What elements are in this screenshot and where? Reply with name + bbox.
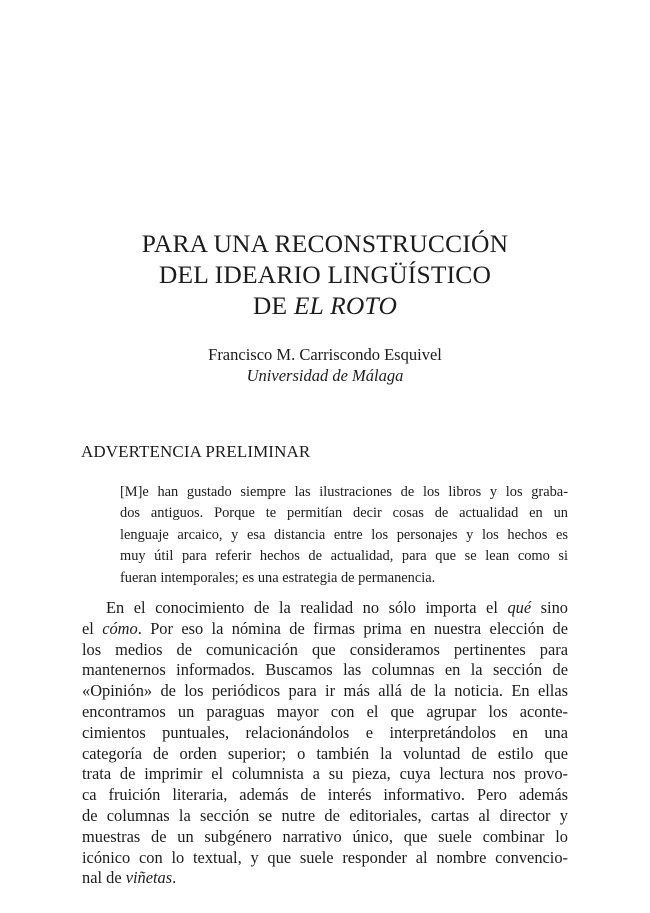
body-paragraph [82, 598, 568, 889]
body-text: sino [531, 598, 568, 617]
article-title [60, 228, 590, 321]
body-text: En el conocimiento de la realidad no sólo importa el [106, 598, 508, 617]
body-line: «Opinión» de los periódicos para ir más allá de la noticia. En ellas [82, 681, 568, 701]
body-line: muestras de un subgénero narrativo único, que suele combinar lo [82, 826, 568, 846]
body-line: encontramos un paraguas mayor con el que agrupar los aconte- [82, 701, 568, 721]
body-line [82, 598, 568, 619]
body-line: los medios de comunicación que consideramos pertinentes para [82, 639, 568, 659]
body-line [82, 619, 568, 640]
title-line-3-prefix: DE [252, 291, 294, 320]
body-text: el [82, 618, 103, 638]
body-line: categoría de orden superior; o también la voluntad de estilo que [82, 743, 568, 763]
author-name: Francisco M. Carriscondo Esquivel [208, 345, 442, 364]
body-line: icónico con lo textual, y que suele responder al nombre convencio- [82, 847, 568, 867]
quote-line: fueran intemporales; es una estrategia de permanencia. [120, 569, 436, 586]
title-line-3 [60, 290, 590, 321]
author-block [60, 344, 590, 386]
body-emphasis: qué [507, 598, 532, 617]
quote-line: dos antiguos. Porque te permitían decir cosas de actualidad en un [120, 505, 568, 522]
author-affiliation: Universidad de Málaga [246, 366, 404, 385]
title-line-3-italic: EL ROTO [293, 291, 398, 320]
body-line: trata de imprimir el columnista a su pieza, cuya lectura nos provo- [82, 764, 568, 784]
body-line: mantenernos informados. Buscamos las columnas en la sección de [82, 660, 568, 680]
title-line-2: DEL IDEARIO LINGÜÍSTICO [158, 260, 492, 289]
body-line [82, 868, 568, 889]
body-emphasis: cómo [102, 618, 138, 638]
title-line-1: PARA UNA RECONSTRUCCIÓN [141, 229, 509, 258]
body-text: . Por eso la nómina de firmas prima en nuestra elección de [137, 618, 568, 638]
body-line: cimientos puntuales, relacionándolos e interpretándolos en una [82, 722, 568, 742]
body-line: ca fruición literaria, además de interés informativo. Pero además [82, 785, 568, 805]
section-heading: ADVERTENCIA PRELIMINAR [81, 442, 311, 461]
block-quote [120, 482, 568, 589]
quote-line: [M]e han gustado siempre las ilustraciones de los libros y los graba- [120, 484, 568, 500]
quote-line: lenguaje arcaico, y esa distancia entre los personajes y los hechos es [120, 526, 568, 543]
body-text: . [172, 868, 177, 888]
body-emphasis: viñetas [125, 868, 173, 888]
quote-line: muy útil para referir hechos de actualidad, para que se lean como si [120, 548, 568, 565]
body-line: de columnas la sección se nutre de editoriales, cartas al director y [82, 805, 568, 825]
body-text: nal de [82, 868, 126, 888]
